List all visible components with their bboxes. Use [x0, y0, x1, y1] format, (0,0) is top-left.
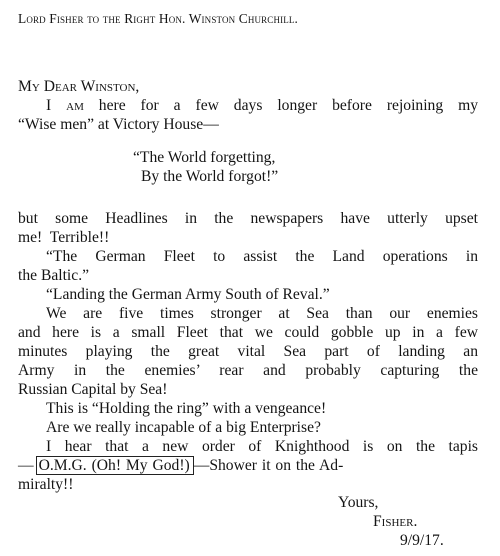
para3-line1: “The German Fleet to assist the Land operations in	[46, 248, 478, 265]
para8-line1: I hear that a new order of Knighthood is on the tapis	[46, 438, 478, 455]
para6-line1: This is “Holding the ring” with a vengeance!	[46, 400, 327, 417]
para5-line5: Russian Capital by Sea!	[18, 381, 168, 398]
para8-line2	[18, 456, 478, 475]
letter-heading: Lord Fisher to the Right Hon. Winston Churchill.	[18, 11, 299, 26]
para7-line1: Are we really incapable of a big Enterprise?	[46, 419, 321, 436]
para5-line4: Army in the enemies’ rear and probably capturing the	[18, 362, 478, 379]
para5-line2: and here is a small Fleet that we could gobble up in a few	[18, 324, 478, 341]
closing-yours: Yours,	[338, 494, 379, 511]
para1-lead: I	[46, 97, 67, 114]
para1-line2: “Wise men” at Victory House—	[18, 116, 219, 133]
para3-line2: the Baltic.”	[18, 267, 90, 284]
omg-boxed-text: O.M.G. (Oh! My God!)	[36, 456, 194, 475]
quote-line2: By the World forgot!”	[141, 168, 279, 185]
para8-line2-prefix: —	[18, 457, 34, 474]
para4-line1: “Landing the German Army South of Reval.”	[46, 286, 330, 303]
para5-line3: minutes playing the great vital Sea part of landing an	[18, 343, 478, 360]
para5-line1: We are five times stronger at Sea than our enemies	[46, 305, 478, 322]
salutation: My Dear Winston,	[18, 78, 140, 95]
para2-line1: but some Headlines in the newspapers have utterly upset	[18, 210, 478, 227]
para1-lead-smallcaps: am	[66, 97, 84, 114]
closing-signature: Fisher.	[373, 513, 418, 530]
closing-date: 9/9/17.	[400, 532, 444, 549]
para1-rest: here for a few days longer before rejoining my	[83, 97, 478, 114]
quote-line1: “The World forgetting,	[133, 149, 276, 166]
para1-line1	[46, 96, 478, 115]
para2-line2: me! Terrible!!	[18, 229, 110, 246]
para8-line3: miralty!!	[18, 476, 74, 493]
para8-line2-suffix: —Shower it on the Ad-	[193, 457, 344, 474]
